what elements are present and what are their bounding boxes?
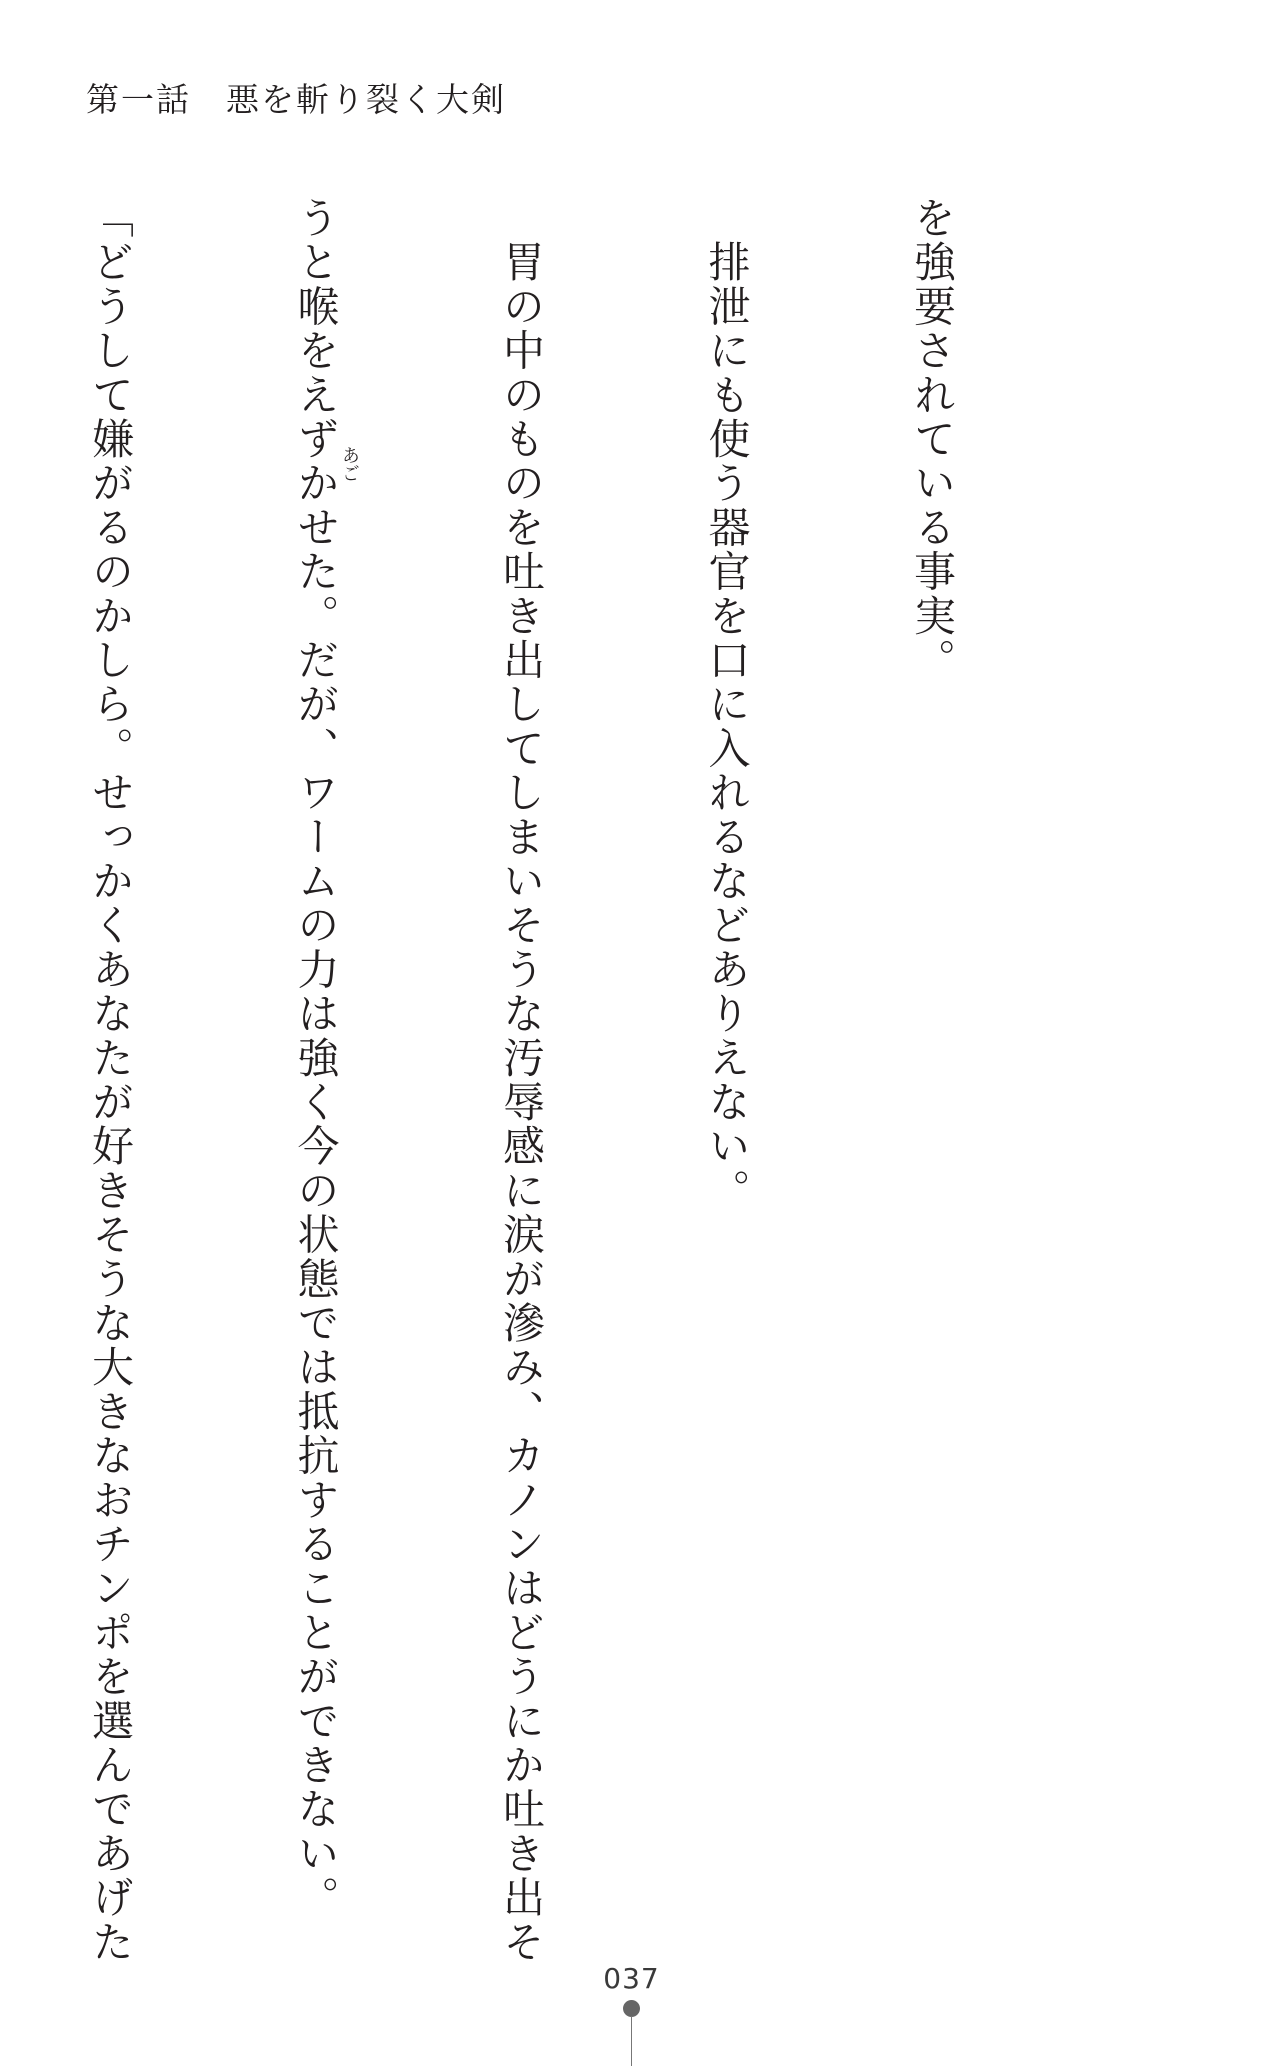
body-text bbox=[86, 196, 1103, 1964]
text-line: 「どうして嫌がるのかしら。せっかくあなたが好きそうな大きなおチンポを選んであげた bbox=[86, 196, 135, 1964]
running-head: 第一話 悪を斬り裂く大剣 bbox=[86, 80, 506, 119]
text-line: 排泄にも使う器官を口に入れるなどありえない。 bbox=[702, 196, 752, 1213]
text-line: うと喉をえずかせた。だが、ワームの力は強く今の状態では抵抗することができない。 bbox=[291, 196, 341, 1920]
bookmark-thread bbox=[631, 2016, 632, 2066]
text-line: 胃の中のものを吐き出してしまいそうな汚辱感に涙が滲み、カノンはどうにか吐き出そ bbox=[497, 196, 546, 1964]
page-number: 037 bbox=[603, 1962, 660, 1995]
bookmark-dot-icon bbox=[623, 2000, 640, 2017]
text-line: を強要されている事実。 bbox=[908, 196, 957, 683]
ruby-annotation: あご bbox=[339, 446, 360, 482]
